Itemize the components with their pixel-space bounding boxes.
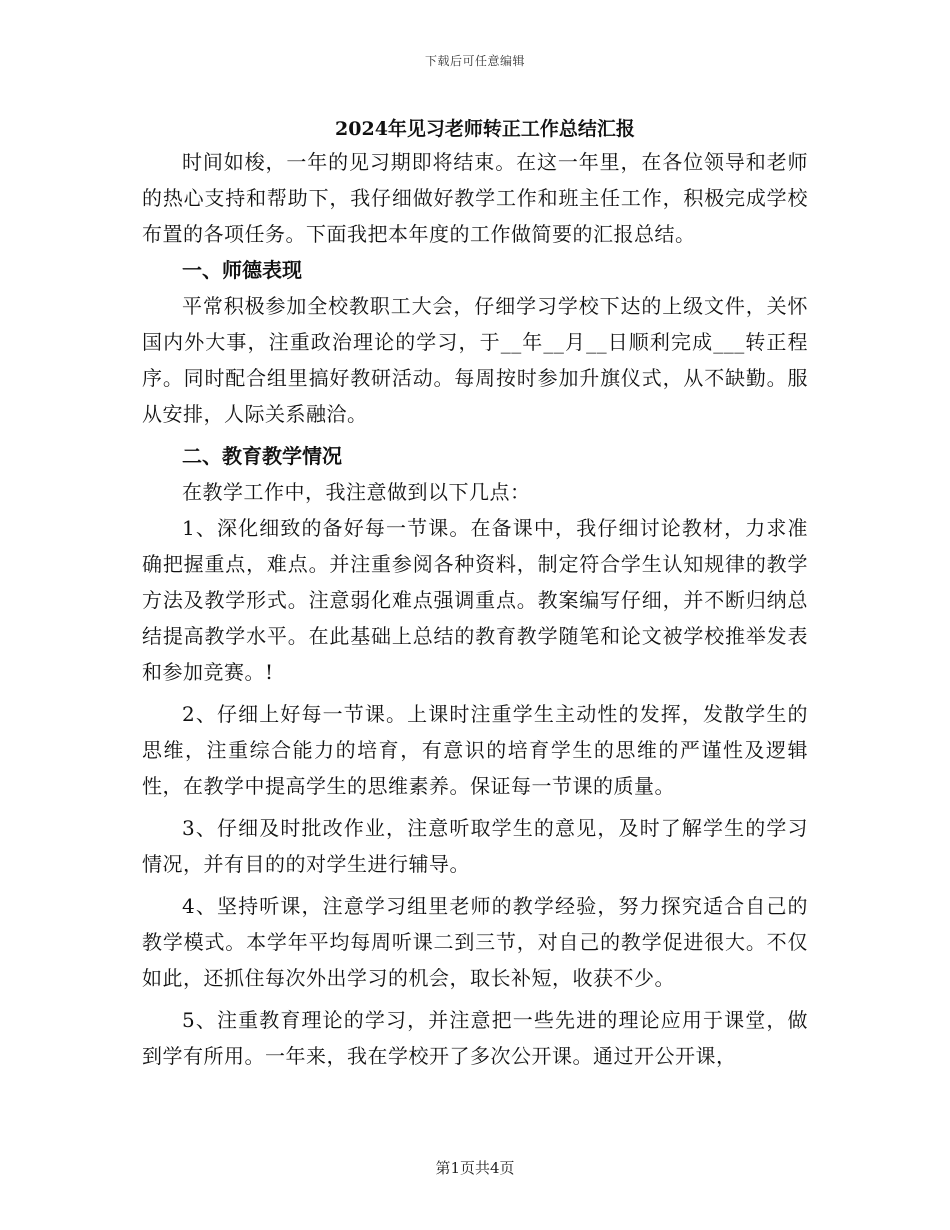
ethics-paragraph: 平常积极参加全校教职工大会，仔细学习学校下达的上级文件，关怀国内外大事，注重政治理论的学习，于__年__月__日顺利完成___转正程序。同时配合组里搞好教研活动。每周按时参加升旗仪式，从不缺勤。服从安排，人际关系融洽。 bbox=[142, 294, 808, 426]
section-heading-ethics: 一、师德表现 bbox=[182, 258, 302, 282]
document-body bbox=[142, 114, 808, 1074]
document-title: 2024年见习老师转正工作总结汇报 bbox=[335, 118, 635, 140]
teaching-item-3: 3、仔细及时批改作业，注意听取学生的意见，及时了解学生的学习情况，并有目的的对学生进行辅导。 bbox=[142, 816, 808, 876]
teaching-item-2: 2、仔细上好每一节课。上课时注重学生主动性的发挥，发散学生的思维，注重综合能力的培育，有意识的培育学生的思维的严谨性及逻辑性，在教学中提高学生的思维素养。保证每一节课的质量。 bbox=[142, 702, 808, 798]
section-heading-teaching: 二、教育教学情况 bbox=[182, 444, 342, 468]
teaching-item-1: 1、深化细致的备好每一节课。在备课中，我仔细讨论教材，力求准确把握重点，难点。并注重参阅各种资料，制定符合学生认知规律的教学方法及教学形式。注意弱化难点强调重点。教案编写仔细，并不断归纳总结提高教学水平。在此基础上总结的教育教学随笔和论文被学校推举发表和参加竞赛。! bbox=[142, 516, 808, 684]
teaching-item-5: 5、注重教育理论的学习，并注意把一些先进的理论应用于课堂，做到学有所用。一年来，我在学校开了多次公开课。通过开公开课， bbox=[142, 1008, 808, 1068]
page-number: 第1页共4页 bbox=[435, 1159, 515, 1177]
teaching-item-4: 4、坚持听课，注意学习组里老师的教学经验，努力探究适合自己的教学模式。本学年平均每周听课二到三节，对自己的教学促进很大。不仅如此，还抓住每次外出学习的机会，取长补短，收获不少。 bbox=[142, 894, 808, 990]
teaching-lead-paragraph: 在教学工作中，我注意做到以下几点： bbox=[182, 480, 531, 504]
intro-paragraph: 时间如梭，一年的见习期即将结束。在这一年里，在各位领导和老师的热心支持和帮助下，我仔细做好教学工作和班主任工作，积极完成学校布置的各项任务。下面我把本年度的工作做简要的汇报总结。 bbox=[142, 150, 808, 246]
header-note: 下载后可任意编辑 bbox=[424, 54, 525, 68]
